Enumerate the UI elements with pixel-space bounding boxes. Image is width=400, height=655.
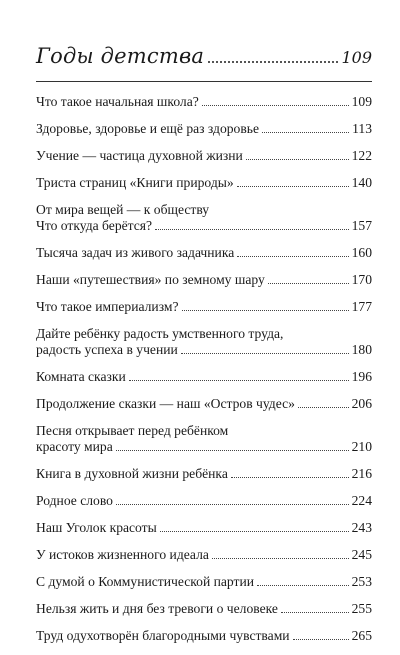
toc-entry-line xyxy=(36,493,372,509)
divider xyxy=(36,81,372,82)
dot-leader xyxy=(262,132,349,133)
toc-entry-line xyxy=(36,601,372,617)
dot-leader xyxy=(231,477,349,478)
toc-entry-page-number: 210 xyxy=(351,439,372,454)
toc-entry-line xyxy=(36,574,372,590)
toc-entry-title: Родное слово xyxy=(36,493,113,508)
toc-entry xyxy=(36,94,372,110)
dot-leader xyxy=(212,558,349,559)
toc-entry-line xyxy=(36,547,372,563)
dot-leader xyxy=(298,407,349,408)
dot-leader xyxy=(293,639,349,640)
toc-entry-title: Нельзя жить и дня без тревоги о человеке xyxy=(36,601,278,616)
toc-entry-page-number: 206 xyxy=(351,396,372,411)
toc-entry-title: радость успеха в учении xyxy=(36,342,178,357)
toc-entry xyxy=(36,245,372,261)
dot-leader xyxy=(208,61,338,63)
toc-entry xyxy=(36,628,372,644)
dot-leader xyxy=(182,310,349,311)
toc-entry-line xyxy=(36,342,372,358)
toc-entry-title: Тысяча задач из живого задачника xyxy=(36,245,235,260)
toc-entry-title: Что такое начальная школа? xyxy=(36,94,199,109)
toc-entry xyxy=(36,148,372,164)
toc-entry xyxy=(36,396,372,412)
toc-entry-page-number: 255 xyxy=(351,601,372,616)
toc-entry xyxy=(36,574,372,590)
toc-entry-page-number: 122 xyxy=(351,148,372,163)
toc-entry-title: Труд одухотворён благородными чувствами xyxy=(36,628,290,643)
toc-entry-page-number: 216 xyxy=(351,466,372,481)
toc-entry xyxy=(36,369,372,385)
toc-entry-page-number: 245 xyxy=(351,547,372,562)
toc-entry-page-number: 180 xyxy=(351,342,372,357)
dot-leader xyxy=(202,105,349,106)
toc-entry-line xyxy=(36,299,372,315)
dot-leader xyxy=(116,450,349,451)
toc-entry xyxy=(36,520,372,536)
dot-leader xyxy=(281,612,349,613)
dot-leader xyxy=(246,159,349,160)
toc-entry-title-line: Песня открывает перед ребёнком xyxy=(36,423,229,438)
toc-entry xyxy=(36,326,372,358)
toc-entry-line xyxy=(36,121,372,137)
toc-entry-page-number: 253 xyxy=(351,574,372,589)
toc-entry xyxy=(36,121,372,137)
toc-entry-line xyxy=(36,628,372,644)
toc-entry-title: Учение — частица духовной жизни xyxy=(36,148,243,163)
toc-entry-title: Что откуда берётся? xyxy=(36,218,153,233)
toc-entry-line xyxy=(36,94,372,110)
toc-entry-line xyxy=(36,218,372,234)
dot-leader xyxy=(129,380,349,381)
toc-entry-page-number: 177 xyxy=(351,299,372,314)
toc-entry-title: Наши «путешествия» по земному шару xyxy=(36,272,265,287)
dot-leader xyxy=(257,585,349,586)
toc-entry-line xyxy=(36,520,372,536)
toc-entry xyxy=(36,466,372,482)
dot-leader xyxy=(160,531,349,532)
toc-entry-page-number: 160 xyxy=(351,245,372,260)
dot-leader xyxy=(237,186,349,187)
toc-entry-line xyxy=(36,466,372,482)
toc-entry-line xyxy=(36,148,372,164)
toc-entry xyxy=(36,547,372,563)
toc-entry-title: красоту мира xyxy=(36,439,113,454)
dot-leader xyxy=(155,229,349,230)
toc-entry-page-number: 265 xyxy=(351,628,372,643)
toc-entry-line xyxy=(36,245,372,261)
toc-entry-page-number: 243 xyxy=(351,520,372,535)
toc-entry-page-number: 109 xyxy=(351,94,372,109)
toc-entry-page-number: 157 xyxy=(351,218,372,233)
toc-entry-line xyxy=(36,396,372,412)
section-heading xyxy=(36,44,372,68)
table-of-contents xyxy=(36,44,372,655)
toc-entry-title-line: Дайте ребёнку радость умственного труда, xyxy=(36,326,284,341)
section-page-number: 109 xyxy=(341,48,372,67)
toc-entry-page-number: 196 xyxy=(351,369,372,384)
toc-entry xyxy=(36,175,372,191)
dot-leader xyxy=(181,353,349,354)
toc-entries xyxy=(36,94,372,644)
toc-entry-title: Комната сказки xyxy=(36,369,126,384)
toc-entry-line xyxy=(36,369,372,385)
toc-entry-line xyxy=(36,175,372,191)
toc-entry xyxy=(36,299,372,315)
toc-entry-title: С думой о Коммунистической партии xyxy=(36,574,255,589)
dot-leader xyxy=(116,504,349,505)
toc-entry-page-number: 224 xyxy=(351,493,372,508)
toc-entry-page-number: 113 xyxy=(352,121,372,136)
toc-entry-title: У истоков жизненного идеала xyxy=(36,547,209,562)
toc-entry xyxy=(36,493,372,509)
toc-entry-title: Триста страниц «Книги природы» xyxy=(36,175,234,190)
toc-entry-page-number: 140 xyxy=(351,175,372,190)
toc-entry xyxy=(36,423,372,455)
toc-entry xyxy=(36,272,372,288)
toc-entry-title-line: От мира вещей — к обществу xyxy=(36,202,210,217)
toc-entry-page-number: 170 xyxy=(351,272,372,287)
toc-entry xyxy=(36,202,372,234)
section-title: Годы детства xyxy=(36,44,205,68)
toc-entry-title: Здоровье, здоровье и ещё раз здоровье xyxy=(36,121,259,136)
toc-entry xyxy=(36,601,372,617)
toc-entry-title: Продолжение сказки — наш «Остров чудес» xyxy=(36,396,295,411)
dot-leader xyxy=(237,256,348,257)
toc-entry-line xyxy=(36,272,372,288)
toc-entry-line xyxy=(36,439,372,455)
toc-entry-title: Наш Уголок красоты xyxy=(36,520,157,535)
toc-entry-title: Книга в духовной жизни ребёнка xyxy=(36,466,228,481)
toc-entry-title: Что такое империализм? xyxy=(36,299,179,314)
dot-leader xyxy=(268,283,349,284)
